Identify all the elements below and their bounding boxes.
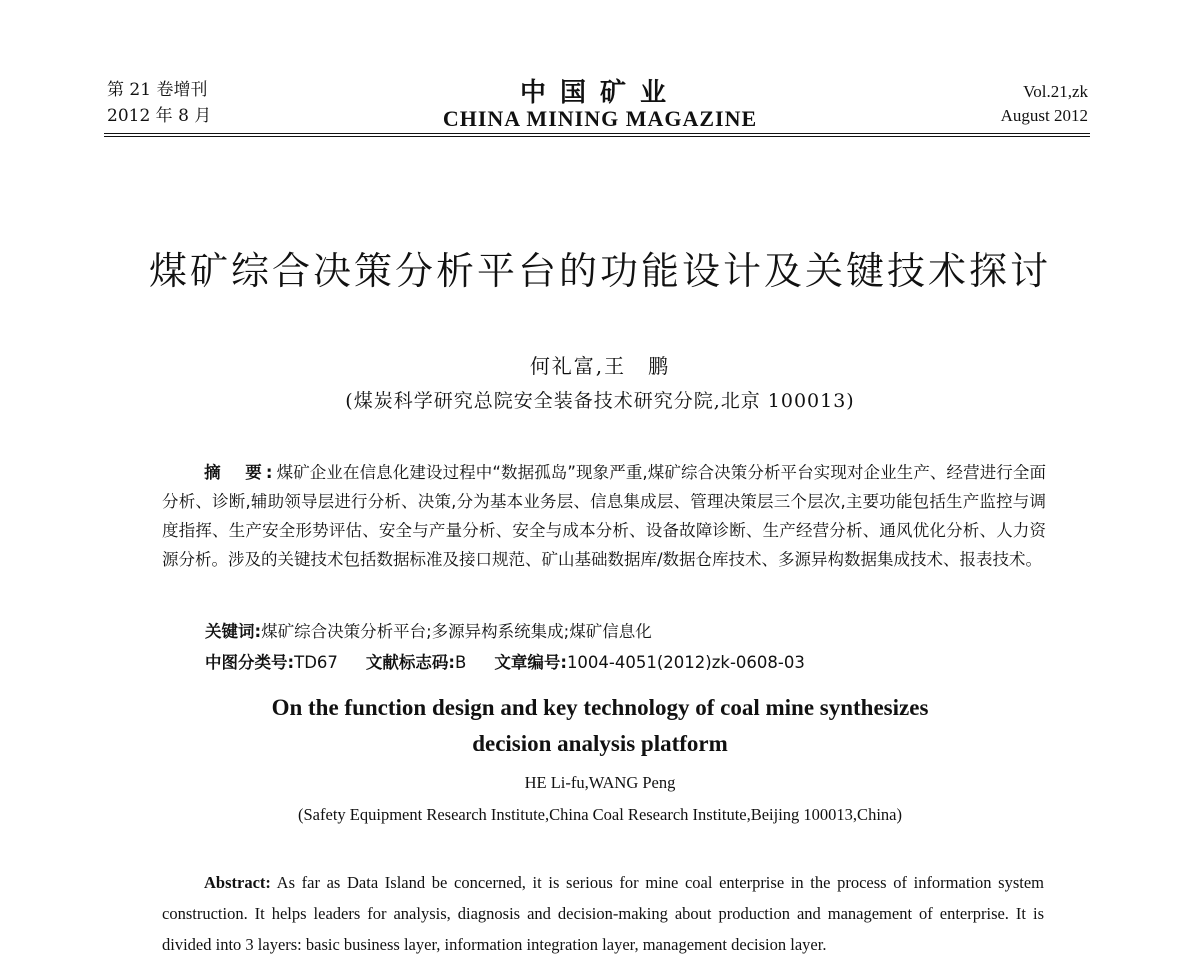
journal-title-en: CHINA MINING MAGAZINE [442, 106, 758, 131]
journal-title-cn: 中国矿业 [519, 78, 680, 108]
article-title-en-line2: decision analysis platform [472, 731, 728, 756]
abstract-en [162, 867, 1044, 960]
clc-label: 中图分类号: [205, 653, 295, 672]
article-title-en [0, 690, 1200, 762]
clc-value: TD67 [294, 653, 338, 672]
issue-date-en: August 2012 [1000, 106, 1088, 125]
keywords-cn [205, 621, 652, 643]
authors-en: HE Li-fu,WANG Peng [524, 773, 676, 792]
header-rule-bottom [104, 136, 1090, 137]
affiliation-cn: (煤炭科学研究总院安全装备技术研究分院,北京 100013) [345, 390, 855, 412]
abstract-en-text: As far as Data Island be concerned, it is serious for mine coal enterprise in the process of information system construction. It helps leaders for analysis, diagnosis and decision-making about production and management of enterprise. It is divided into 3 layers: basic business layer, information integration layer, management decision layer. [162, 873, 1044, 954]
classification-line [205, 652, 805, 674]
article-no-label: 文章编号: [494, 653, 567, 672]
authors-cn: 何礼富,王 鹏 [529, 354, 671, 378]
abstract-cn-label: 摘 要: [204, 463, 277, 482]
keywords-cn-text: 煤矿综合决策分析平台;多源异构系统集成;煤矿信息化 [261, 622, 652, 641]
abstract-cn-text: 煤矿企业在信息化建设过程中“数据孤岛”现象严重,煤矿综合决策分析平台实现对企业生产、经营进行全面分析、诊断,辅助领导层进行分析、决策,分为基本业务层、信息集成层、管理决策层三个层次,主要功能包括生产监控与调度指挥、生产安全形势评估、安全与产量分析、安全与成本分析、设备故障诊断、生产经营分析、通风优化分析、人力资源分析。涉及的关键技术包括数据标准及接口规范、矿山基础数据库/数据仓库技术、多源异构数据集成技术、报表技术。 [162, 463, 1046, 569]
article-no-value: 1004-4051(2012)zk-0608-03 [566, 653, 805, 672]
doc-code-label: 文献标志码: [365, 653, 455, 672]
issue-volume: 第 21 卷增刊 [107, 80, 208, 100]
issue-date: 2012 年 8 月 [107, 106, 212, 126]
header-rule-top [104, 133, 1090, 134]
affiliation-en: (Safety Equipment Research Institute,China Coal Research Institute,Beijing 100013,China) [298, 805, 902, 824]
article-title-en-line1: On the function design and key technology of coal mine synthesizes [271, 695, 929, 720]
article-title-cn: 煤矿综合决策分析平台的功能设计及关键技术探讨 [148, 249, 1051, 293]
abstract-cn [162, 458, 1046, 574]
keywords-cn-label: 关键词: [205, 622, 262, 641]
issue-volume-en: Vol.21,zk [1023, 82, 1088, 101]
doc-code-value: B [455, 653, 467, 672]
abstract-en-label: Abstract: [204, 873, 271, 892]
